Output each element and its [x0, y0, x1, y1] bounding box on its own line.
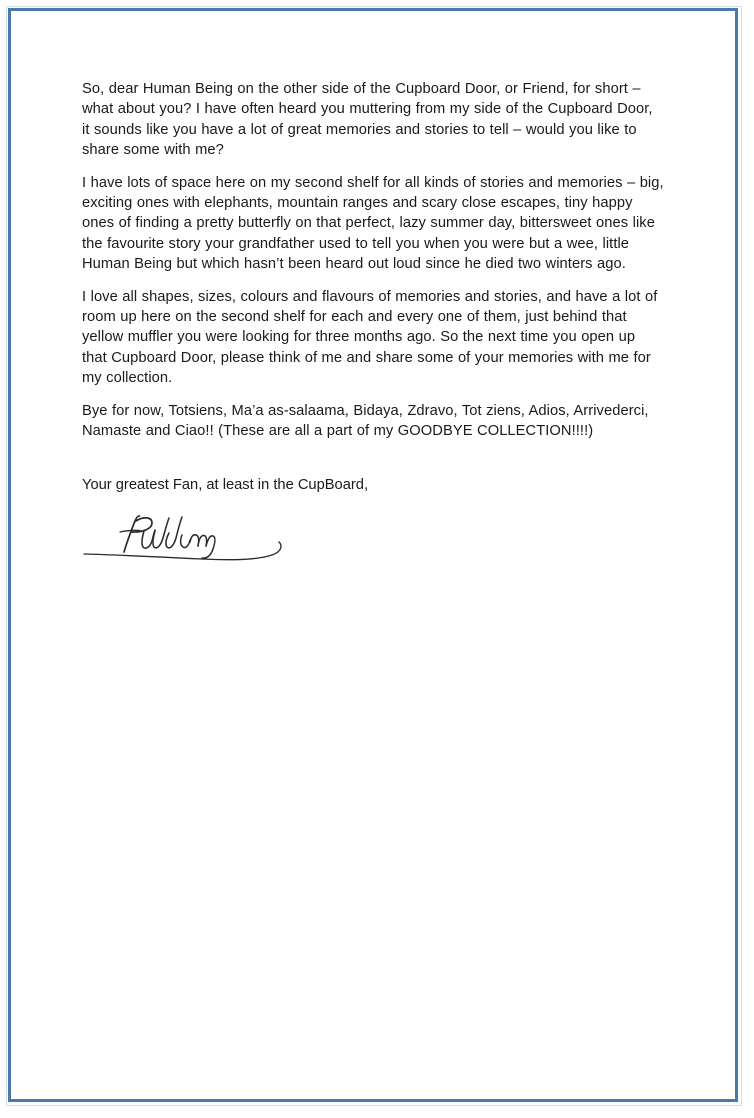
signoff-line: Your greatest Fan, at least in the CupBoard, [82, 476, 369, 493]
letter-body [82, 79, 664, 569]
letter-paragraph-1: So, dear Human Being on the other side of the Cupboard Door, or Friend, for short – what about you? I have often heard you muttering from my side of the Cupboard Door, it sounds like you have a lot of great memories and stories to tell – would you like to share some with me? [82, 81, 653, 159]
letter-paragraph-4: Bye for now, Totsiens, Ma’a as-salaama, Bidaya, Zdravo, Tot ziens, Adios, Arrivederci, Namaste and Ciao!! (These are all a part of my GOODBYE COLLECTION!!!!) [82, 402, 649, 440]
letter-paragraph-3: I love all shapes, sizes, colours and flavours of memories and stories, and have a lot of room up here on the second shelf for each and every one of them, just behind that yellow muffler you were looking for three months ago. So the next time you open up that Cupboard Door, please think of me and share some of your memories with me for my collection. [82, 288, 658, 387]
signature-ink-strokes [82, 509, 312, 569]
signature [82, 509, 312, 569]
signoff-block [82, 475, 664, 569]
page-border-frame [8, 8, 738, 1102]
page-sheet [11, 11, 735, 1099]
letter-paragraph-2: I have lots of space here on my second shelf for all kinds of stories and memories – big, exciting ones with elephants, mountain ranges and scary close escapes, tiny happy ones of finding a pretty butterfly on that perfect, lazy summer day, bittersweet ones like the favourite story your grandfather used to tell you when you were but a wee, little Human Being but which hasn’t been heard out loud since he died two winters ago. [82, 174, 664, 273]
